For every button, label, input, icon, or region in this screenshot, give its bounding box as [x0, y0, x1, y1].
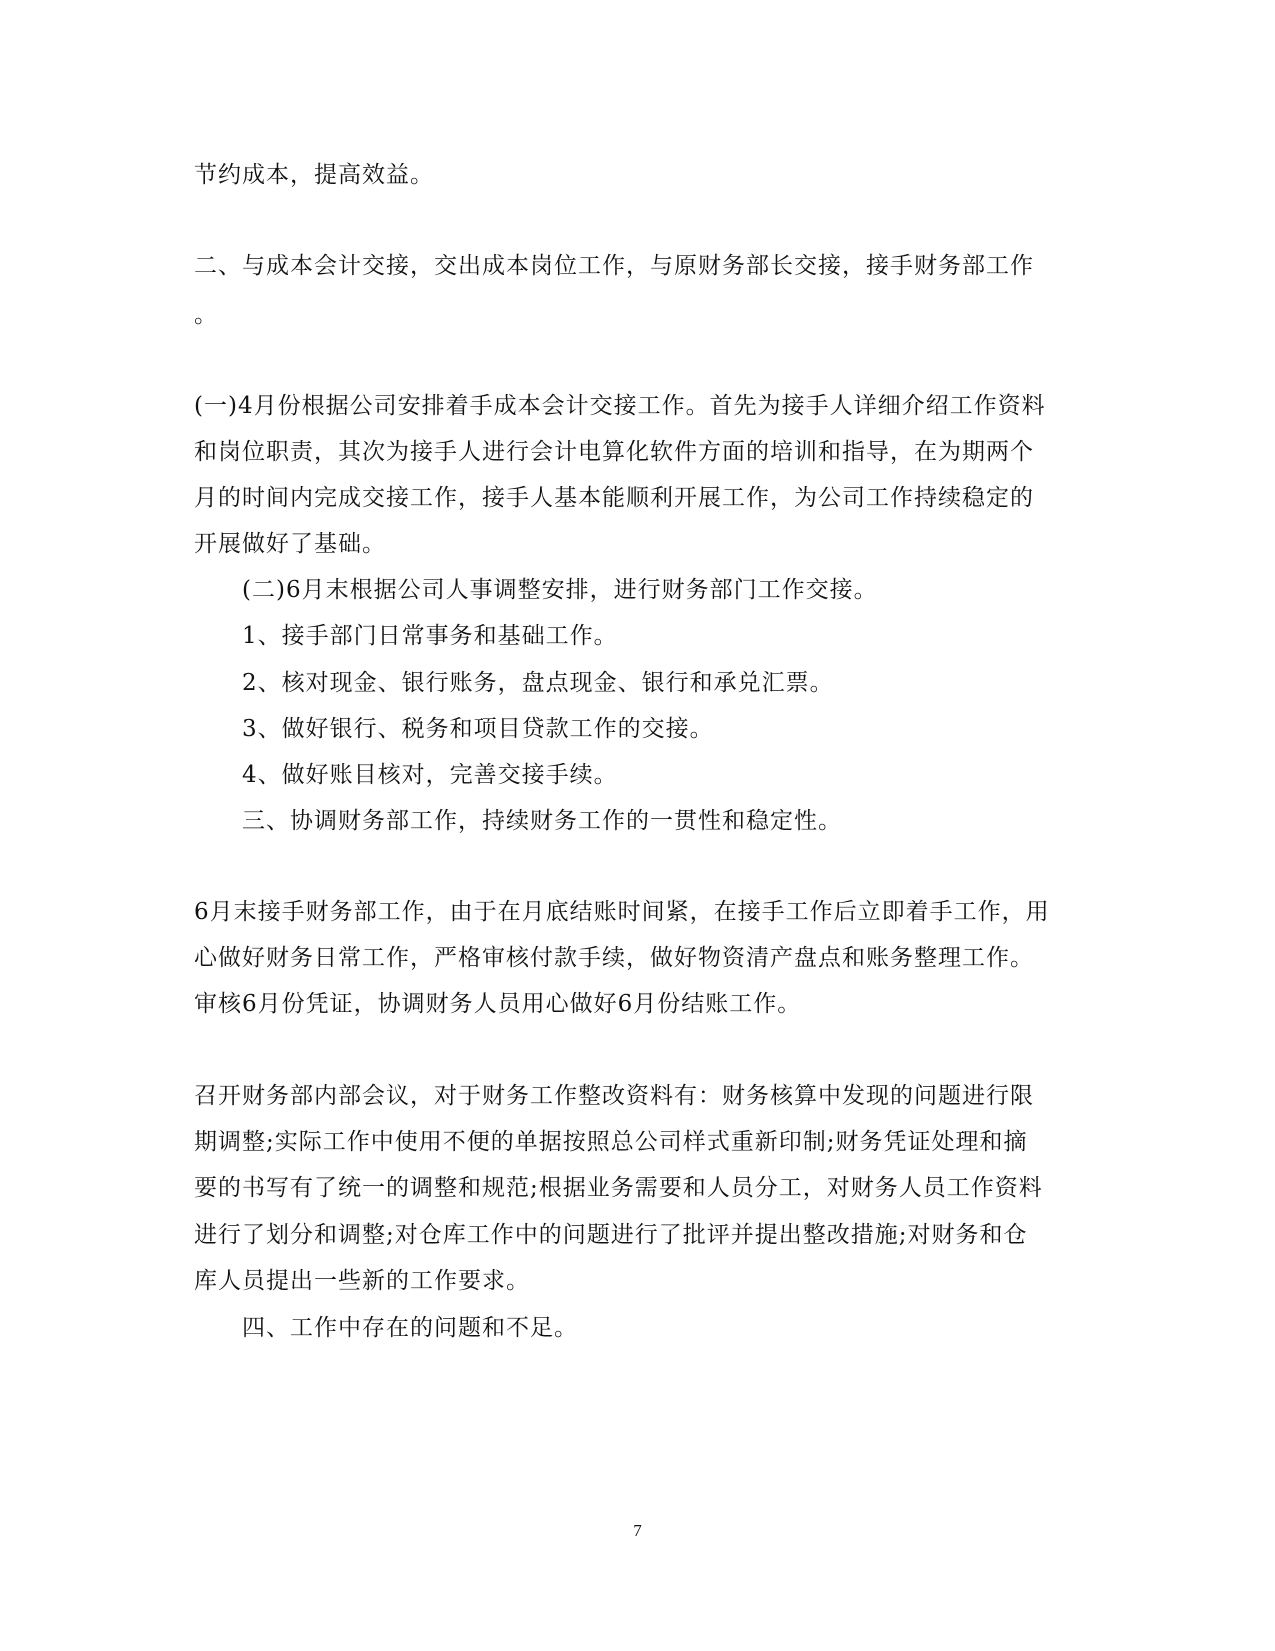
subsection-heading-8: (二)6月末根据公司人事调整安排，进行财务部门工作交接。 [242, 577, 878, 603]
text-line-3: 。 [194, 302, 218, 328]
paragraph-line-6: 月的时间内完成交接工作，接手人基本能顺利开展工作，为公司工作持续稳定的 [194, 485, 1034, 511]
section-heading-3: 三、协调财务部工作，持续财务工作的一贯性和稳定性。 [242, 808, 842, 834]
paragraph-line-19: 要的书写有了统一的调整和规范;根据业务需要和人员分工，对财务人员工作资料 [194, 1175, 1043, 1201]
paragraph-line-15: 心做好财务日常工作，严格审核付款手续，做好物资清产盘点和账务整理工作。 [194, 945, 1034, 971]
section-heading-4: 四、工作中存在的问题和不足。 [242, 1315, 578, 1341]
paragraph-line-14: 6月末接手财务部工作，由于在月底结账时间紧，在接手工作后立即着手工作，用 [194, 899, 1050, 925]
paragraph-line-18: 期调整;实际工作中使用不便的单据按照总公司样式重新印制;财务凭证处理和摘 [194, 1129, 1028, 1155]
list-item-2: 2、核对现金、银行账务，盘点现金、银行和承兑汇票。 [242, 670, 834, 696]
text-line-1: 节约成本，提高效益。 [194, 162, 434, 188]
section-heading-2: 二、与成本会计交接，交出成本岗位工作，与原财务部长交接，接手财务部工作 [194, 253, 1034, 279]
page-number: 7 [633, 1521, 642, 1540]
paragraph-line-21: 库人员提出一些新的工作要求。 [194, 1268, 530, 1294]
paragraph-line-20: 进行了划分和调整;对仓库工作中的问题进行了批评并提出整改措施;对财务和仓 [194, 1222, 1028, 1248]
list-item-1: 1、接手部门日常事务和基础工作。 [242, 623, 618, 649]
paragraph-line-5: 和岗位职责，其次为接手人进行会计电算化软件方面的培训和指导，在为期两个 [194, 439, 1034, 465]
paragraph-line-17: 召开财务部内部会议，对于财务工作整改资料有：财务核算中发现的问题进行限 [194, 1083, 1034, 1109]
paragraph-line-7: 开展做好了基础。 [194, 531, 386, 557]
paragraph-line-16: 审核6月份凭证，协调财务人员用心做好6月份结账工作。 [194, 991, 802, 1017]
paragraph-line-4: (一)4月份根据公司安排着手成本会计交接工作。首先为接手人详细介绍工作资料 [194, 393, 1046, 419]
list-item-3: 3、做好银行、税务和项目贷款工作的交接。 [242, 716, 714, 742]
list-item-4: 4、做好账目核对，完善交接手续。 [242, 762, 618, 788]
